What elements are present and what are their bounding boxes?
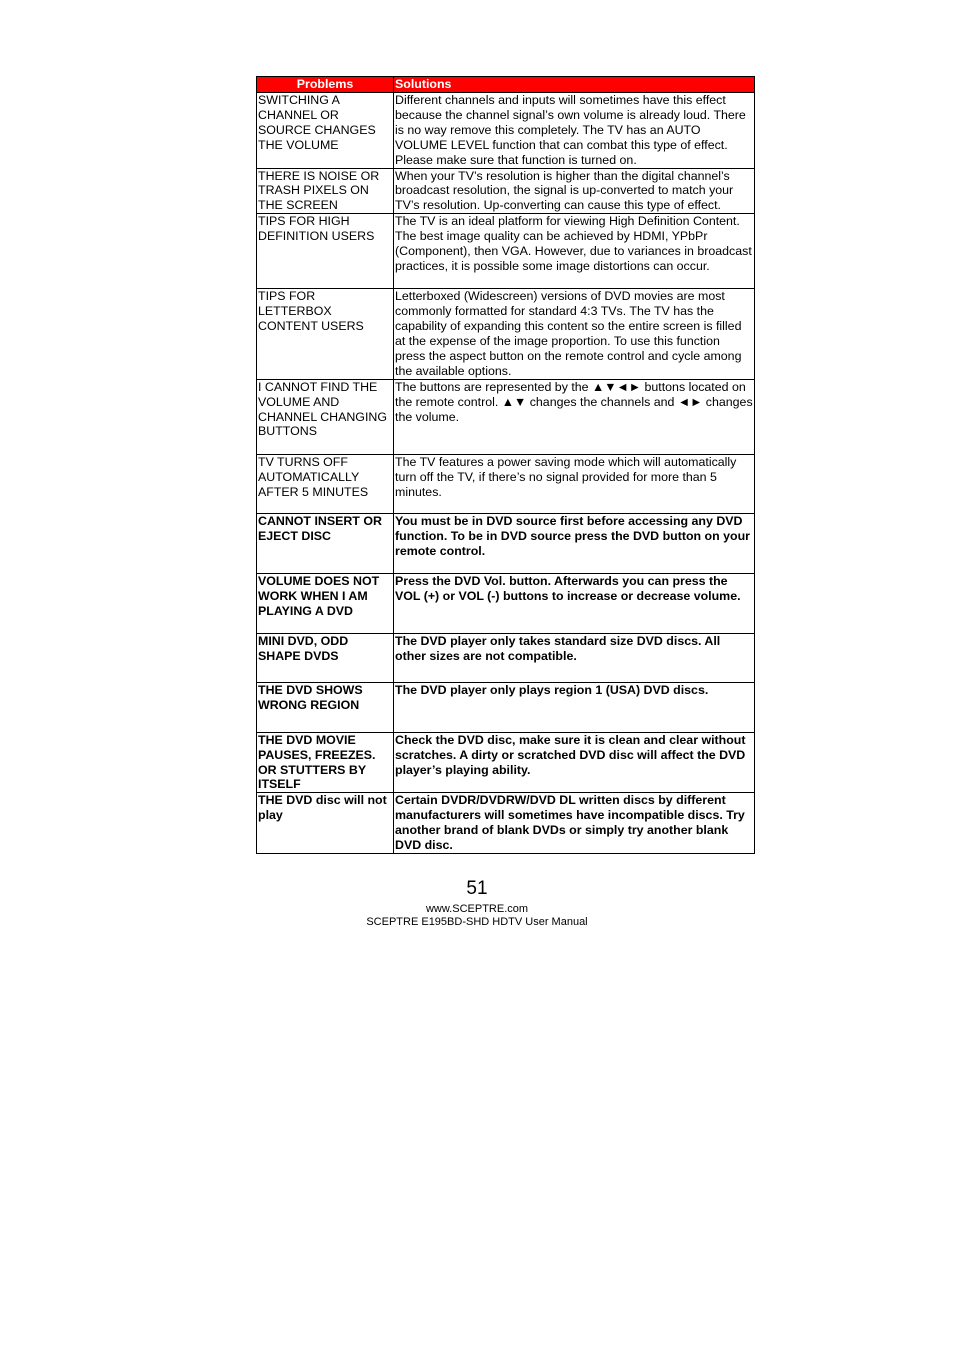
solutions-header: Solutions — [394, 77, 755, 93]
solution-cell: The TV is an ideal platform for viewing High Definition Content. The best image quality can be achieved by HDMI, YPbPr (Component), then VGA. However, due to variances in broadcast practices, it is possible some image distortions can occur. — [394, 214, 755, 289]
table-header-row — [257, 77, 755, 93]
table-row — [257, 214, 755, 289]
problem-cell: TV TURNS OFF AUTOMATICALLY AFTER 5 MINUTES — [257, 454, 394, 513]
problem-cell: TIPS FOR HIGH DEFINITION USERS — [257, 214, 394, 289]
problem-cell: THERE IS NOISE OR TRASH PIXELS ON THE SCREEN — [257, 168, 394, 214]
manual-title: SCEPTRE E195BD-SHD HDTV User Manual — [366, 916, 588, 928]
problem-cell: CANNOT INSERT OR EJECT DISC — [257, 513, 394, 573]
table-row — [257, 513, 755, 573]
problem-cell: THE DVD SHOWS WRONG REGION — [257, 682, 394, 732]
solution-cell: The buttons are represented by the ▲▼◄► buttons located on the remote control. ▲▼ changes the channels and ◄► changes the volume. — [394, 379, 755, 454]
solution-cell: The DVD player only takes standard size DVD discs. All other sizes are not compatible. — [394, 633, 755, 682]
solution-cell: When your TV’s resolution is higher than the digital channel’s broadcast resolution, the signal is up-converted to match your TV’s resolution. Up-converting can cause this type of effect. — [394, 168, 755, 214]
table-row — [257, 379, 755, 454]
problem-cell: SWITCHING A CHANNEL OR SOURCE CHANGES THE VOLUME — [257, 93, 394, 169]
solution-cell: Letterboxed (Widescreen) versions of DVD movies are most commonly formatted for standard 4:3 TVs. The TV has the capability of expanding this content so the entire screen is filled at the expense of the image proportion. To use this function press the aspect button on the remote control and cycle among the available options. — [394, 289, 755, 379]
table-row — [257, 682, 755, 732]
problem-cell: TIPS FOR LETTERBOX CONTENT USERS — [257, 289, 394, 379]
problem-cell: THE DVD disc will not play — [257, 793, 394, 854]
table-row — [257, 633, 755, 682]
table-row — [257, 289, 755, 379]
table-row — [257, 732, 755, 793]
solution-cell: The TV features a power saving mode which will automatically turn off the TV, if there’s no signal provided for more than 5 minutes. — [394, 454, 755, 513]
troubleshooting-table — [256, 76, 755, 854]
solution-cell: Check the DVD disc, make sure it is clean and clear without scratches. A dirty or scratched DVD disc will affect the DVD player’s playing ability. — [394, 732, 755, 793]
table-row — [257, 168, 755, 214]
problems-header: Problems — [257, 77, 394, 93]
table-row — [257, 793, 755, 854]
problem-cell: I CANNOT FIND THE VOLUME AND CHANNEL CHANGING BUTTONS — [257, 379, 394, 454]
problem-cell: MINI DVD, ODD SHAPE DVDS — [257, 633, 394, 682]
solution-cell: Certain DVDR/DVDRW/DVD DL written discs by different manufacturers will sometimes have incompatible discs. Try another brand of blank DVDs or simply try another blank DVD disc. — [394, 793, 755, 854]
solution-cell: Press the DVD Vol. button. Afterwards you can press the VOL (+) or VOL (-) buttons to increase or decrease volume. — [394, 573, 755, 633]
table-row — [257, 93, 755, 169]
page-number: 51 — [466, 878, 488, 899]
table-row — [257, 454, 755, 513]
table-row — [257, 573, 755, 633]
solution-cell: Different channels and inputs will sometimes have this effect because the channel signal’s own volume is already loud. There is no way remove this completely. The TV has an AUTO VOLUME LEVEL function that can combat this type of effect. Please make sure that function is turned on. — [394, 93, 755, 169]
solution-cell: You must be in DVD source first before accessing any DVD function. To be in DVD source press the DVD button on your remote control. — [394, 513, 755, 573]
problem-cell: THE DVD MOVIE PAUSES, FREEZES. OR STUTTERS BY ITSELF — [257, 732, 394, 793]
footer-url: www.SCEPTRE.com — [425, 903, 529, 915]
problem-cell: VOLUME DOES NOT WORK WHEN I AM PLAYING A DVD — [257, 573, 394, 633]
solution-cell: The DVD player only plays region 1 (USA) DVD discs. — [394, 682, 755, 732]
